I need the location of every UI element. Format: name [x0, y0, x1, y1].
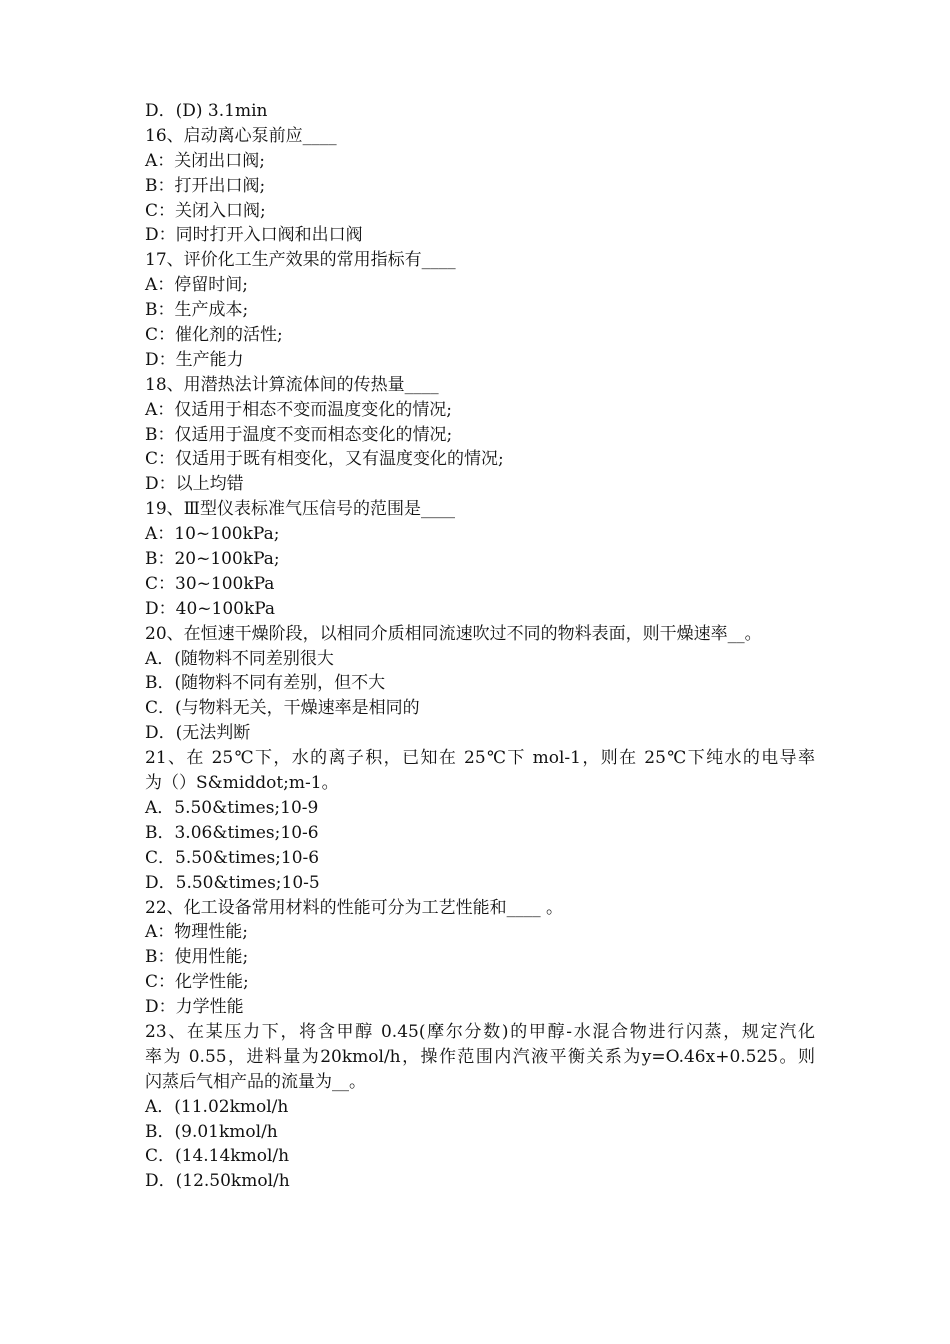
document-page — [145, 99, 815, 1194]
question-23: 23、在某压力下，将含甲醇 0.45(摩尔分数)的甲醇-水混合物进行闪蒸，规定汽化 — [145, 1021, 815, 1042]
text-line: A：仅适用于相态不变而温度变化的情况; — [145, 399, 453, 420]
text-line: 率为 0.55，进料量为20kmol/h，操作范围内汽液平衡关系为y=O.46x+0.525。则 — [145, 1046, 815, 1067]
question-22: 22、化工设备常用材料的性能可分为工艺性能和____ 。 — [145, 897, 564, 918]
text-line: B．(9.01kmol/h — [145, 1121, 278, 1142]
text-line: C：30~100kPa — [145, 573, 275, 594]
text-line: C：化学性能; — [145, 972, 249, 993]
text-line: C：关闭入口阀; — [145, 200, 266, 221]
question-17: 17、评价化工生产效果的常用指标有____ — [145, 250, 456, 271]
text-line: D．(D) 3.1min — [145, 101, 268, 121]
text-line: D：同时打开入口阀和出口阀 — [145, 225, 363, 246]
text-line: B．(随物料不同有差别，但不大 — [145, 673, 386, 694]
text-line: D：力学性能 — [145, 997, 244, 1018]
text-line: A：停留时间; — [145, 275, 249, 296]
text-line: A：10~100kPa; — [145, 524, 280, 545]
text-line: B：20~100kPa; — [145, 549, 280, 570]
text-line: C．(与物料无关，干燥速率是相同的 — [145, 698, 420, 719]
text-line: A：物理性能; — [145, 922, 249, 943]
text-line: D：40~100kPa — [145, 598, 276, 619]
text-line: C：仅适用于既有相变化，又有温度变化的情况; — [145, 449, 504, 470]
text-line: A．(随物料不同差别很大 — [145, 648, 334, 669]
text-line: D．(无法判断 — [145, 723, 251, 744]
question-20: 20、在恒速干燥阶段，以相同介质相同流速吹过不同的物料表面，则干燥速率__。 — [145, 623, 762, 644]
text-line: B：打开出口阀; — [145, 175, 266, 196]
question-16: 16、启动离心泵前应____ — [145, 125, 337, 146]
text-line: C．(14.14kmol/h — [145, 1146, 290, 1167]
text-line: C：催化剂的活性; — [145, 325, 283, 346]
text-line: D：以上均错 — [145, 474, 244, 495]
question-19: 19、Ⅲ型仪表标准气压信号的范围是____ — [145, 499, 456, 520]
text-line: D．(12.50kmol/h — [145, 1171, 290, 1192]
text-line: A．(11.02kmol/h — [145, 1096, 289, 1117]
question-21: 21、在 25℃下，水的离子积，已知在 25℃下 mol-1，则在 25℃下纯水的电导率 — [145, 748, 815, 769]
text-line: B：生产成本; — [145, 300, 249, 321]
text-line: D：生产能力 — [145, 349, 244, 370]
text-line: B．3.06&times;10-6 — [145, 822, 319, 843]
text-line: A．5.50&times;10-9 — [145, 797, 319, 818]
text-line: A：关闭出口阀; — [145, 150, 266, 171]
text-line: 为（）S&middot;m-1。 — [145, 773, 339, 794]
text-line: 闪蒸后气相产品的流量为__。 — [145, 1071, 366, 1092]
text-line: C．5.50&times;10-6 — [145, 847, 320, 868]
text-line: B：使用性能; — [145, 947, 249, 968]
text-line: B：仅适用于温度不变而相态变化的情况; — [145, 424, 453, 445]
text-line: D．5.50&times;10-5 — [145, 872, 320, 893]
question-18: 18、用潜热法计算流体间的传热量____ — [145, 374, 439, 395]
